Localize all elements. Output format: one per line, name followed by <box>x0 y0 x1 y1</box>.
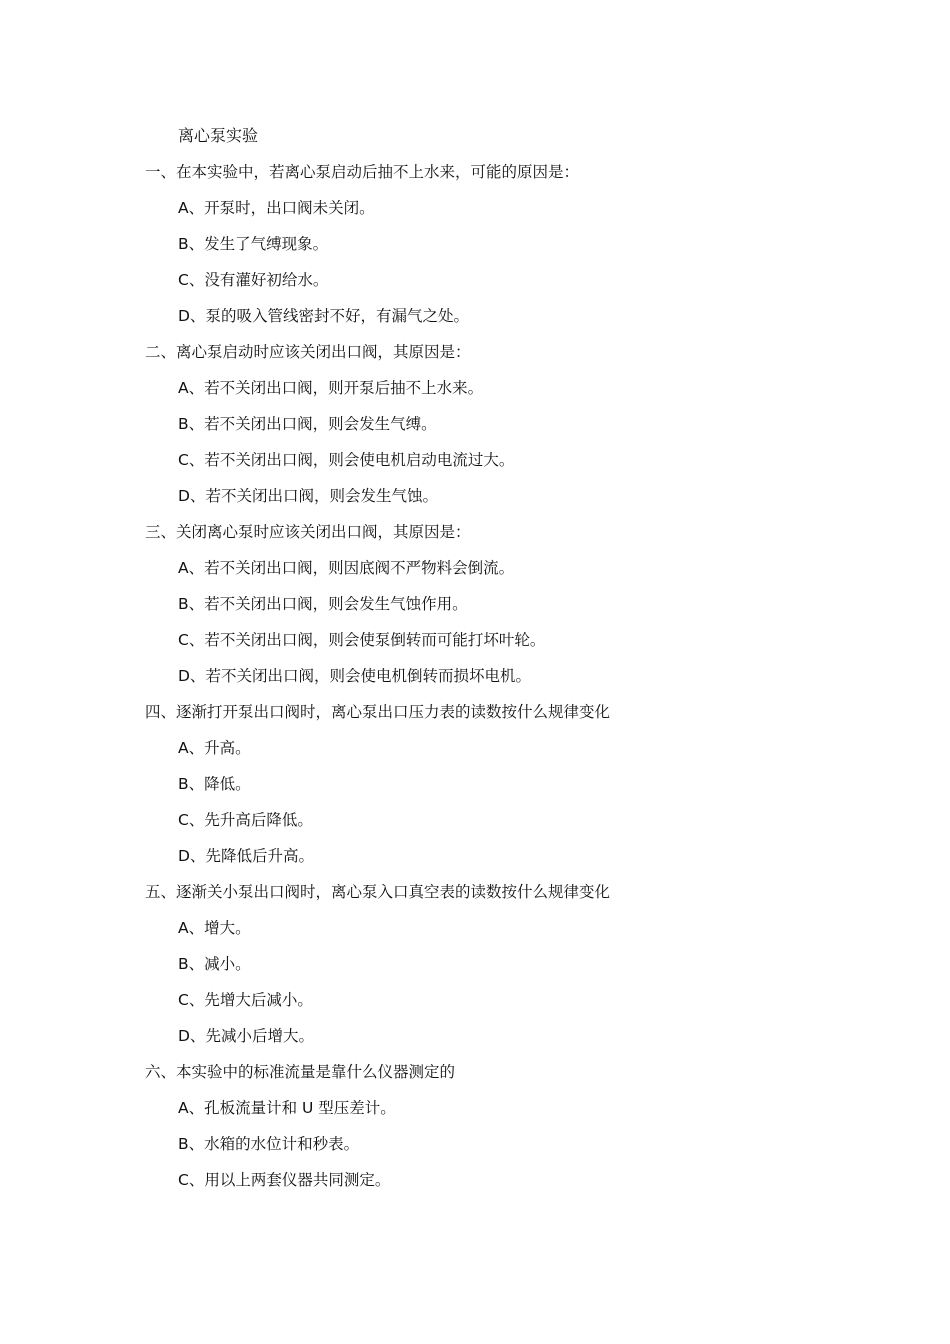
option-b <box>0 594 950 630</box>
option-b <box>0 234 950 270</box>
option-letter: B、 <box>178 235 205 253</box>
option-text: 若不关闭出口阀，则会使电机倒转而损坏电机。 <box>205 667 531 685</box>
option-text: 开泵时，出口阀未关闭。 <box>204 199 375 217</box>
option-b <box>0 414 950 450</box>
option-letter: C、 <box>178 451 205 469</box>
option-text: 用以上两套仪器共同测定。 <box>204 1171 391 1189</box>
option-a <box>0 198 950 234</box>
option-b <box>0 1134 950 1170</box>
option-letter: B、 <box>178 775 205 793</box>
option-text: 先减小后增大。 <box>205 1027 314 1045</box>
question-number: 四、 <box>145 703 177 721</box>
option-text: 升高。 <box>204 739 251 757</box>
option-text: 增大。 <box>204 919 251 937</box>
option-c <box>0 990 950 1026</box>
option-letter: D、 <box>178 1027 206 1045</box>
option-letter: D、 <box>178 307 206 325</box>
question-5 <box>0 882 950 1062</box>
option-text: 若不关闭出口阀，则会发生气蚀作用。 <box>204 595 468 613</box>
option-text: 没有灌好初给水。 <box>204 271 329 289</box>
question-stem <box>0 162 950 198</box>
question-text: 逐渐打开泵出口阀时，离心泵出口压力表的读数按什么规律变化 <box>176 703 611 721</box>
option-text: 若不关闭出口阀，则会使泵倒转而可能打坏叶轮。 <box>204 631 546 649</box>
question-number: 二、 <box>145 343 177 361</box>
question-text: 本实验中的标准流量是靠什么仪器测定的 <box>176 1063 456 1081</box>
option-letter: C、 <box>178 991 205 1009</box>
question-number: 五、 <box>145 883 177 901</box>
option-c <box>0 1170 950 1206</box>
option-d <box>0 486 950 522</box>
question-3 <box>0 522 950 702</box>
option-d <box>0 1026 950 1062</box>
question-text: 关闭离心泵时应该关闭出口阀，其原因是： <box>176 523 471 541</box>
option-a <box>0 378 950 414</box>
option-text: 若不关闭出口阀，则会发生气缚。 <box>204 415 437 433</box>
option-text: 若不关闭出口阀，则因底阀不严物料会倒流。 <box>204 559 515 577</box>
option-text: 孔板流量计和 U 型压差计。 <box>204 1099 396 1117</box>
option-letter: A、 <box>178 379 205 397</box>
option-letter: C、 <box>178 1171 205 1189</box>
question-2 <box>0 342 950 522</box>
option-text: 先降低后升高。 <box>205 847 314 865</box>
option-d <box>0 666 950 702</box>
option-letter: B、 <box>178 955 205 973</box>
option-letter: A、 <box>178 919 205 937</box>
question-stem <box>0 1062 950 1098</box>
option-letter: A、 <box>178 1099 205 1117</box>
option-letter: C、 <box>178 811 205 829</box>
option-a <box>0 558 950 594</box>
option-letter: D、 <box>178 487 206 505</box>
option-b <box>0 774 950 810</box>
option-text: 若不关闭出口阀，则会使电机启动电流过大。 <box>204 451 515 469</box>
question-stem <box>0 522 950 558</box>
question-6 <box>0 1062 950 1206</box>
option-d <box>0 306 950 342</box>
option-c <box>0 810 950 846</box>
option-letter: B、 <box>178 415 205 433</box>
question-1 <box>0 162 950 342</box>
option-text: 降低。 <box>204 775 251 793</box>
option-letter: C、 <box>178 271 205 289</box>
option-c <box>0 270 950 306</box>
option-d <box>0 846 950 882</box>
option-a <box>0 918 950 954</box>
option-text: 水箱的水位计和秒表。 <box>204 1135 360 1153</box>
question-stem <box>0 342 950 378</box>
question-stem <box>0 882 950 918</box>
option-letter: D、 <box>178 667 206 685</box>
question-number: 一、 <box>145 163 177 181</box>
option-b <box>0 954 950 990</box>
question-text: 逐渐关小泵出口阀时，离心泵入口真空表的读数按什么规律变化 <box>176 883 611 901</box>
option-text: 若不关闭出口阀，则会发生气蚀。 <box>205 487 438 505</box>
option-text: 若不关闭出口阀，则开泵后抽不上水来。 <box>204 379 484 397</box>
option-text: 先升高后降低。 <box>204 811 313 829</box>
option-letter: A、 <box>178 739 205 757</box>
document-title: 离心泵实验 <box>178 126 259 145</box>
question-text: 在本实验中，若离心泵启动后抽不上水来，可能的原因是： <box>176 163 580 181</box>
option-letter: A、 <box>178 199 205 217</box>
option-a <box>0 738 950 774</box>
question-4 <box>0 702 950 882</box>
option-letter: C、 <box>178 631 205 649</box>
option-text: 发生了气缚现象。 <box>204 235 329 253</box>
option-text: 减小。 <box>204 955 251 973</box>
option-text: 泵的吸入管线密封不好，有漏气之处。 <box>205 307 469 325</box>
option-a <box>0 1098 950 1134</box>
question-stem <box>0 702 950 738</box>
question-number: 六、 <box>145 1063 177 1081</box>
option-letter: A、 <box>178 559 205 577</box>
option-letter: D、 <box>178 847 206 865</box>
option-c <box>0 450 950 486</box>
option-c <box>0 630 950 666</box>
option-letter: B、 <box>178 1135 205 1153</box>
option-text: 先增大后减小。 <box>204 991 313 1009</box>
question-text: 离心泵启动时应该关闭出口阀，其原因是： <box>176 343 471 361</box>
question-number: 三、 <box>145 523 177 541</box>
question-list <box>0 162 950 1206</box>
option-letter: B、 <box>178 595 205 613</box>
